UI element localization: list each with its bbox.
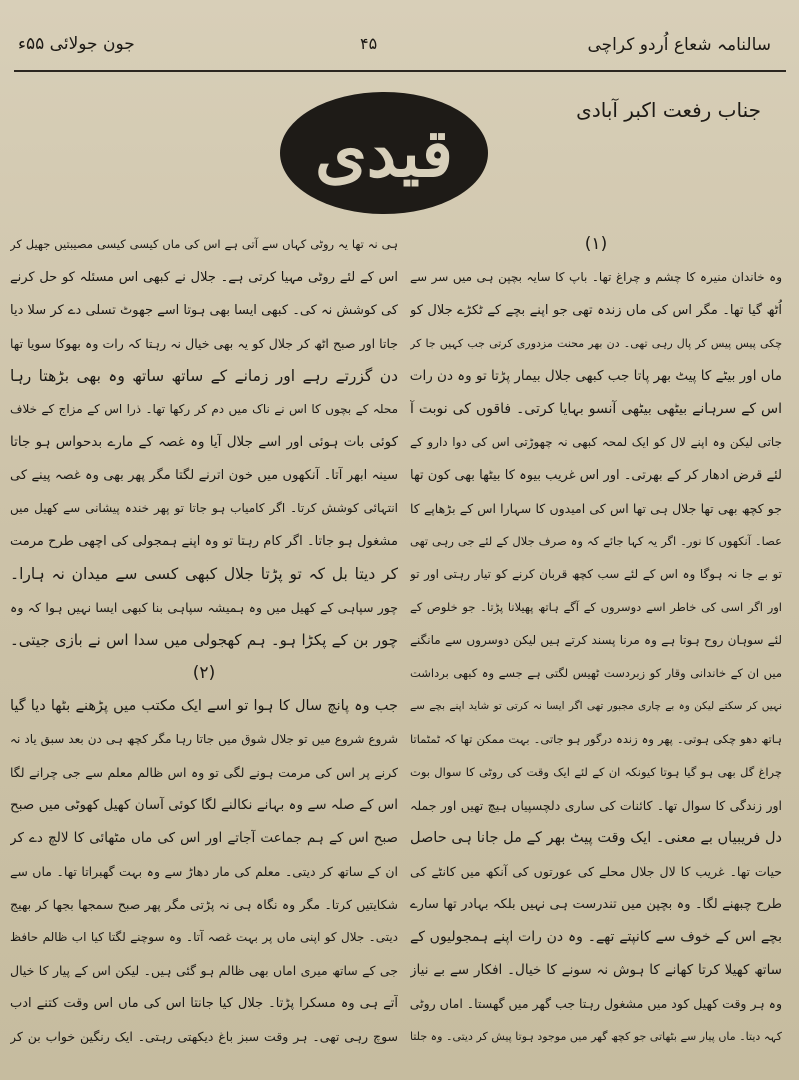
text-line: انتہائی کوشش کرتا۔ اگر کامیاب ہو جاتا تو پھر خندہ پیشانی سے کھیل میں <box>10 501 398 515</box>
text-line: بچے اس کے خوف سے کانپتے تھے۔ وہ دن رات اپنے ہمجولیوں کے <box>410 929 782 945</box>
text-line: اور زندگی کا سوال تھا۔ کائنات کی ساری دلچسپیاں ہیچ تھیں اور جملہ <box>410 798 782 813</box>
right-text-column <box>410 228 782 1068</box>
text-line: لئے قرض ادھار کر کے بھرتی۔ اور اس غریب بیوہ کا بیٹھا بھی کون تھا <box>410 468 782 483</box>
story-title: قیدی <box>315 114 453 192</box>
text-line: آتے ہی وہ مسکرا پڑتا۔ جلال کیا جانتا اس کی ماں اس وقت کتنے ادب <box>10 996 398 1011</box>
text-line: وہ ہر وقت کھیل کود میں مشغول رہتا جب گھر میں گھستا۔ اماں روٹی <box>410 996 782 1011</box>
text-line: نہیں کر سکتے لیکن وہ بے چاری مجبور تھی اگر ایسا نہ کرتی تو شاید اپنے بچے سے <box>410 700 782 712</box>
section-number-1: (۱) <box>584 234 608 254</box>
text-line: دیتی۔ جلال کو اپنی ماں پر بہت غصہ آتا۔ وہ سوچنے لگتا کیا اب ظالم حافظ <box>10 930 398 944</box>
text-line: شکایتیں کرتا۔ مگر وہ نگاہ ہی نہ پڑتی مگر پھر صبح سمجھا بجھا کر بھیج <box>10 897 398 912</box>
text-line: جاتی لیکن وہ اپنے لال کو ایک لمحہ کبھی نہ چھوڑتی اس کی دوا دارو کے <box>410 435 782 449</box>
text-line: چور سپاہی کے کھیل میں وہ ہمیشہ سپاہی بنا کبھی ایسا نہیں ہوا کہ وہ <box>10 600 398 615</box>
header-divider <box>14 70 786 72</box>
text-line: چکی پیس پیس کر پال رہی تھی۔ دن بھر محنت مزدوری کرتی جب کہیں جا کر <box>410 337 782 350</box>
text-line: حیات تھا۔ غریب کا لال جلال محلے کی عورتوں کی آنکھ میں کانٹے کی <box>410 864 782 879</box>
text-line: عصا۔ آنکھوں کا نور۔ اگر یہ کہا جائے کہ وہ صرف جلال کے لئے جی رہی تھی <box>410 534 782 548</box>
text-line: محلہ کے بچوں کا اس نے ناک میں دم کر رکھا تھا۔ ذرا اس کے مزاج کے خلاف <box>10 402 398 416</box>
text-line: مشغول ہو جاتا۔ اگر کام رہتا تو وہ اپنے ہمجولی کی اچھی طرح مرمت <box>10 534 398 549</box>
text-line: طرح چبھنے لگا۔ وہ بچپن میں تندرست ہی نہیں بلکہ بہادر تھا سارے <box>410 897 782 912</box>
text-line: تو بے جا نہ ہوگا وہ اس کے لئے سب کچھ قربان کرنے کو تیار رہتی اور تو <box>410 567 782 581</box>
text-line: جی کے ساتھ میری اماں بھی ظالم ہو گئی ہیں۔ لیکن اس کے پیار کا خیال <box>10 963 398 978</box>
text-line: جب وہ پانچ سال کا ہوا تو اسے ایک مکتب میں پڑھنے بٹھا دیا گیا <box>10 698 398 714</box>
text-line: ان کے ساتھ کر دیتی۔ معلم کی مار دھاڑ سے وہ بہت گھبراتا تھا۔ ماں سے <box>10 864 398 879</box>
text-line: دل فریبیاں بے معنی۔ ایک وقت پیٹ بھر کے مل جانا ہی حاصل <box>410 830 782 846</box>
text-line: اور اگر اسی کی خاطر اسے دوسروں کے آگے ہاتھ پھیلانا پڑتا۔ جو خلوص کے <box>410 600 782 614</box>
section-number-2: (۲) <box>192 663 216 683</box>
text-line: اس کے سرہانے بیٹھی بیٹھی آنسو بہایا کرتی۔ فاقوں کی نوبت آ <box>410 401 782 417</box>
author-name: جناب رفعت اکبر آبادی <box>576 98 761 122</box>
text-line: دن گزرتے رہے اور زمانے کے ساتھ ساتھ وہ بھی بڑھتا رہا <box>10 367 398 385</box>
text-line: ہی نہ تھا یہ روٹی کہاں سے آتی ہے اس کی ماں کیسی کیسی مصیبتیں جھیل کر <box>10 237 398 251</box>
text-line: کوئی بات ہوئی اور اسے جلال آیا وہ غصہ کے مارے بدحواس ہو جاتا <box>10 434 398 450</box>
left-text-column <box>10 228 398 1068</box>
text-line: جو کچھ بھی تھا جلال ہی تھا اس کی امیدوں کا سہارا اس کے بڑھاپے کا <box>410 501 782 516</box>
text-line: شروع شروع میں تو جلال شوق میں جاتا رہا مگر کچھ ہی دن بعد سبق یاد نہ <box>10 732 398 746</box>
text-line: کر دیتا بل کہ تو پڑتا جلال کبھی کسی سے میدان نہ ہارا۔ <box>10 565 398 583</box>
text-line: سوچ رہی تھی۔ ہر وقت سبز باغ دیکھتی رہتی۔ ایک رنگین خواب بن کر <box>10 1029 398 1044</box>
text-line: ساتھ کھیلا کرتا کھانے کا ہوش نہ سونے کا خیال۔ افکار سے بے نیاز <box>410 962 782 978</box>
text-line: جاتا اور صبح اٹھ کر جلال کو یہ بھی خیال نہ رہتا کہ رات وہ بھوکا سویا تھا <box>10 336 398 351</box>
story-title-emblem <box>280 92 488 214</box>
text-line: اس کے صلہ سے وہ بہانے نکالنے لگا کوئی آسان کھیل کھوٹی میں صبح <box>10 797 398 813</box>
page-number: ۴۵ <box>360 34 378 53</box>
text-line: کی کوشش نہ کی۔ کبھی ایسا بھی ہوتا اسے جھوٹ تسلی دے کر سلا دیا <box>10 303 398 318</box>
text-line: اس کے لئے روٹی مہیا کرتی ہے۔ جلال نے کبھی اس مسئلہ کو حل کرنے <box>10 270 398 285</box>
magazine-title: سالنامہ شعاع اُردو کراچی <box>587 35 771 55</box>
text-line: ہاتھ دھو چکی ہوتی۔ پھر وہ زندہ درگور ہو جاتی۔ بہت ممکن تھا کہ ٹمٹماتا <box>410 732 782 746</box>
text-line: سینہ ابھر آتا۔ آنکھوں میں خون اترنے لگتا مگر پھر بھی وہ غصہ پینے کی <box>10 468 398 483</box>
text-line: وہ خاندان منیرہ کا چشم و چراغ تھا۔ باپ کا سایہ بچپن ہی میں سر سے <box>410 270 782 284</box>
text-line: کہہ دیتا۔ ماں پیار سے بٹھاتی جو کچھ گھر میں موجود ہوتا پیش کر دیتی۔ وہ جلتا <box>410 1030 782 1043</box>
text-line: میں ان کے خاندانی وقار کو زبردست ٹھیس لگتی ہے جسے وہ کبھی برداشت <box>410 666 782 680</box>
text-line: اُٹھ گیا تھا۔ مگر اس کی ماں زندہ تھی جو اپنے بچے کے ٹکڑے جلال کو <box>410 303 782 318</box>
text-line: لئے سوہان روح ہوتا ہے وہ مرنا پسند کرتے ہیں لیکن دوسروں سے مانگنے <box>410 633 782 647</box>
text-line: ماں اور بیٹے کا پیٹ بھر پاتا جب کبھی جلال بیمار پڑتا تو وہ دن رات <box>410 368 782 384</box>
page-header <box>0 28 799 68</box>
text-line: چراغ گل بھی ہو گیا ہوتا کیونکہ ان کے لئے ایک وقت کی روٹی کا سوال بوت <box>410 765 782 779</box>
text-line: چور بن کے پکڑا ہو۔ ہم کھجولی میں سدا اس نے بازی جیتی۔ <box>10 631 398 649</box>
text-line: کرنے پر اس کی مرمت ہونے لگی تو وہ اس ظالم معلم سے جی چرانے لگا <box>10 765 398 780</box>
issue-date: جون جولائی ۵۵ء <box>18 34 135 54</box>
text-line: صبح اس کے ہم جماعت آجاتے اور اس کی ماں مٹھائی کا لالچ دے کر <box>10 830 398 846</box>
